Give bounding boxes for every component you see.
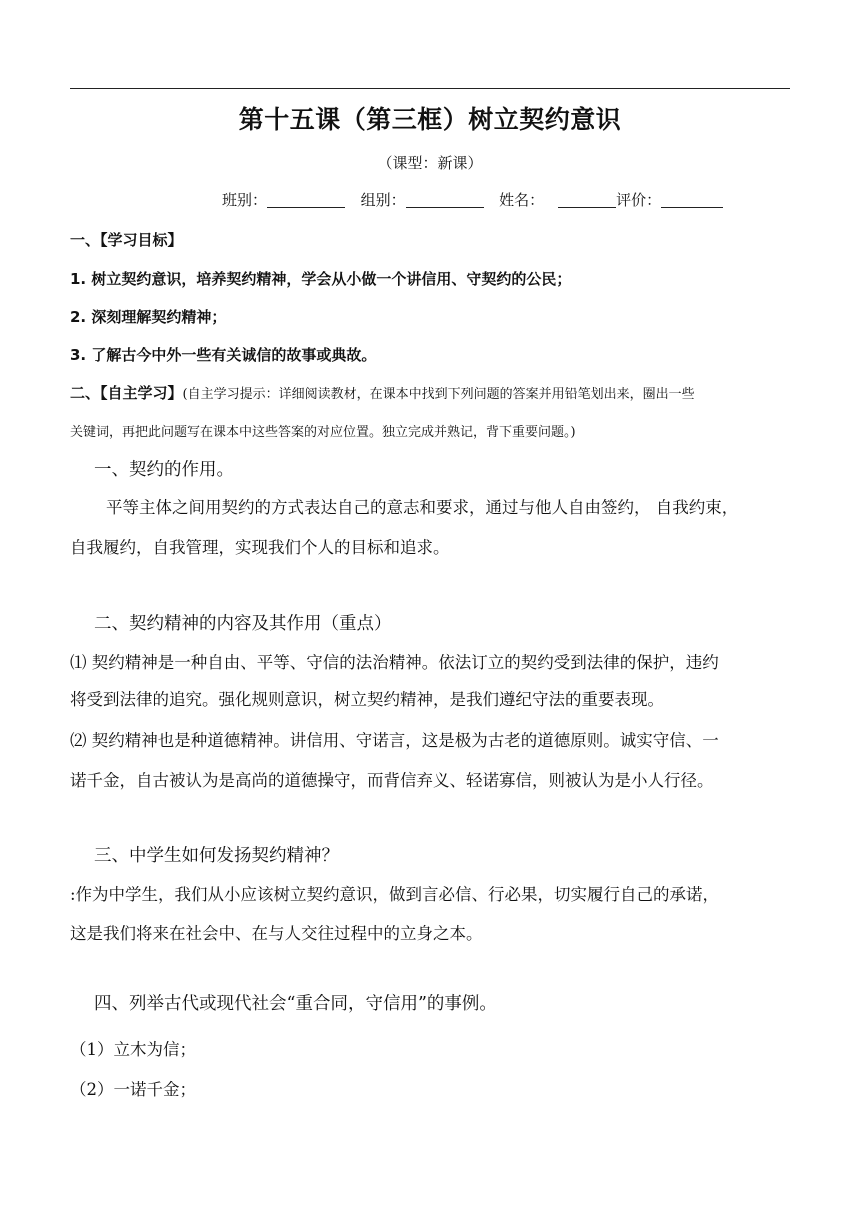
rating-label: 评价：	[616, 191, 662, 209]
section-3-text-cont: 这是我们将来在社会中、在与人交往过程中的立身之本。	[70, 924, 483, 943]
goal-item: 2. 深刻理解契约精神；	[70, 308, 227, 326]
example-item: （1）立木为信；	[70, 1040, 196, 1059]
section-2-para-2: ⑵ 契约精神也是种道德精神。讲信用、守诺言，这是极为古老的道德原则。诚实守信、一	[70, 731, 719, 750]
section-2-para-2-cont: 诺千金，自古被认为是高尚的道德操守，而背信弃义、轻诺寡信，则被认为是小人行径。	[70, 771, 714, 790]
goal-item: 1. 树立契约意识，培养契约精神，学会从小做一个讲信用、守契约的公民；	[70, 270, 572, 288]
section-2-para-1: ⑴ 契约精神是一种自由、平等、守信的法治精神。依法订立的契约受到法律的保护，违约	[70, 653, 719, 672]
group-label: 组别：	[360, 191, 406, 209]
page-title: 第十五课（第三框）树立契约意识	[238, 105, 622, 134]
self-study-hint-cont: 关键词，再把此问题写在课本中这些答案的对应位置。独立完成并熟记，背下重要问题。)	[70, 425, 576, 440]
name-label: 姓名：	[499, 191, 545, 209]
section-1-text-cont: 自我履约，自我管理，实现我们个人的目标和追求。	[70, 538, 450, 557]
goal-item: 3. 了解古今中外一些有关诚信的故事或典故。	[70, 346, 377, 364]
goals-heading: 一、【学习目标】	[70, 231, 183, 249]
section-3-heading: 三、中学生如何发扬契约精神？	[94, 846, 339, 866]
section-3-text: :作为中学生，我们从小应该树立契约意识，做到言必信、行必果，切实履行自己的承诺，	[70, 885, 720, 904]
rating-blank[interactable]	[661, 191, 723, 208]
section-4-heading: 四、列举古代或现代社会“重合同，守信用”的事例。	[94, 994, 497, 1014]
self-study-hint: (自主学习提示：详细阅读教材，在课本中找到下列问题的答案并用铅笔划出来，圈出一些	[182, 387, 695, 402]
header-rule	[70, 88, 790, 89]
section-1-text: 平等主体之间用契约的方式表达自己的意志和要求，通过与他人自由签约， 自我约束，	[106, 498, 739, 517]
section-1-heading: 一、契约的作用。	[94, 460, 234, 480]
lesson-type: （课型：新课）	[377, 154, 483, 172]
self-study-heading: 二、【自主学习】	[70, 384, 183, 402]
section-2-para-1-cont: 将受到法律的追究。强化规则意识，树立契约精神，是我们遵纪守法的重要表现。	[70, 690, 664, 709]
example-item: （2）一诺千金；	[70, 1080, 196, 1099]
class-label: 班别：	[222, 191, 268, 209]
name-blank[interactable]	[558, 191, 616, 208]
section-2-heading: 二、契约精神的内容及其作用（重点）	[94, 614, 392, 634]
class-blank[interactable]	[267, 191, 345, 208]
student-info-fields	[222, 189, 723, 210]
group-blank[interactable]	[406, 191, 484, 208]
self-study-line	[70, 382, 695, 403]
